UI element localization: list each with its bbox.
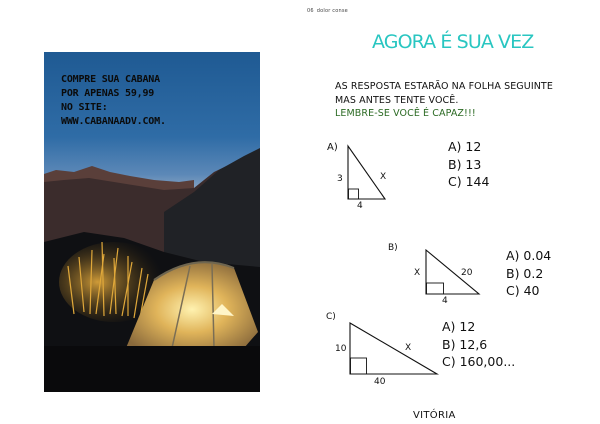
ad-line: NO SITE: [61,102,108,113]
encouragement-line: LEMBRE-SE VOCÊ É CAPAZ!!! [335,108,476,119]
problem-a-vertical-leg: 3 [337,174,343,184]
problem-b-vertical-leg: X [414,268,421,278]
answer-option: B) 12,6 [442,336,488,352]
problem-c-horizontal-leg: 40 [374,377,386,387]
ad-line: POR APENAS 59,99 [61,88,155,99]
answer-option: A) 0.04 [506,248,552,263]
ad-text [61,73,166,129]
instructions [335,80,553,121]
problem-a-hypotenuse: X [380,172,387,182]
answer-option: B) 13 [448,156,482,172]
problem-b-label: B) [388,243,398,253]
author-name: VITÓRIA [413,410,456,421]
answer-option: C) 40 [506,283,540,298]
problem-c-hypotenuse: X [405,343,412,353]
page-title: AGORA É SUA VEZ [372,31,534,53]
ad-line: COMPRE SUA CABANA [61,74,160,85]
answer-option: A) 12 [442,319,476,334]
problem-c-triangle [347,320,442,378]
problem-b-hypotenuse: 20 [461,268,473,278]
instructions-line: AS RESPOSTA ESTARÃO NA FOLHA SEGUINTE [335,81,553,92]
answer-option: C) 144 [448,174,490,189]
problem-c-vertical-leg: 10 [335,344,347,354]
problem-a-horizontal-leg: 4 [357,201,363,211]
page-number: 06 dolor conse [307,8,348,14]
problem-b-horizontal-leg: 4 [442,296,448,306]
instructions-line: MAS ANTES TENTE VOCÊ. [335,94,459,106]
problem-b-answers [506,247,551,300]
problem-a-answers [448,138,489,191]
ad-website: WWW.CABANAADV.COM. [61,116,166,127]
problem-c-answers [442,318,515,371]
problem-a-label: A) [327,142,338,153]
problem-b-triangle [423,248,483,298]
answer-option: C) 160,00... [442,354,516,369]
page-label: dolor conse [316,8,348,14]
answer-option: B) 0.2 [506,265,544,281]
camping-photo [44,52,260,392]
problem-c-label: C) [326,312,336,322]
answer-option: A) 12 [448,139,482,154]
